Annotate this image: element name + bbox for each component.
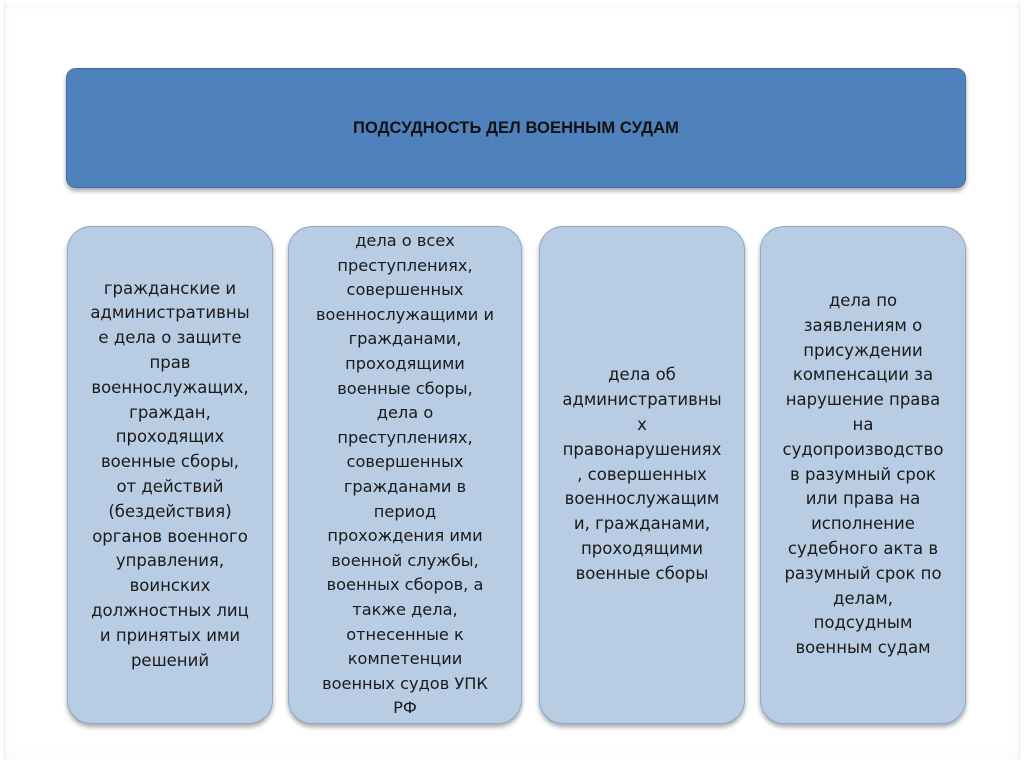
category-card-civil-admin (67, 226, 273, 724)
header-box (66, 68, 966, 188)
card-text: гражданские и административны е дела о защите прав военнослужащих, граждан, проходящих военные сборы, от действий (бездействия) органов военного управления, воинских должностных лиц и принятых ими решений (90, 278, 250, 670)
category-card-admin-offenses (539, 226, 745, 724)
page-title: ПОДСУДНОСТЬ ДЕЛ ВОЕННЫМ СУДАМ (353, 118, 679, 137)
card-text: дела по заявлениям о присуждении компенсации за нарушение права на судопроизводство в разумный срок или права на исполнение судебного акта в разумный срок по делам, подсудным военным судам (782, 291, 944, 658)
category-card-compensation (760, 226, 966, 724)
category-card-criminal (288, 226, 522, 724)
card-text: дела об административны х правонарушениях , совершенных военнослужащим и, гражданами, проходящими военные сборы (562, 365, 722, 583)
card-text: дела о всех преступлениях, совершенных военнослужащими и гражданами, проходящими военные сборы, дела о преступлениях, совершенных гражданами в период прохождения ими военной службы, военных сборов, а также дела, отнесенные к компетенции военных судов УПК РФ (316, 231, 494, 718)
